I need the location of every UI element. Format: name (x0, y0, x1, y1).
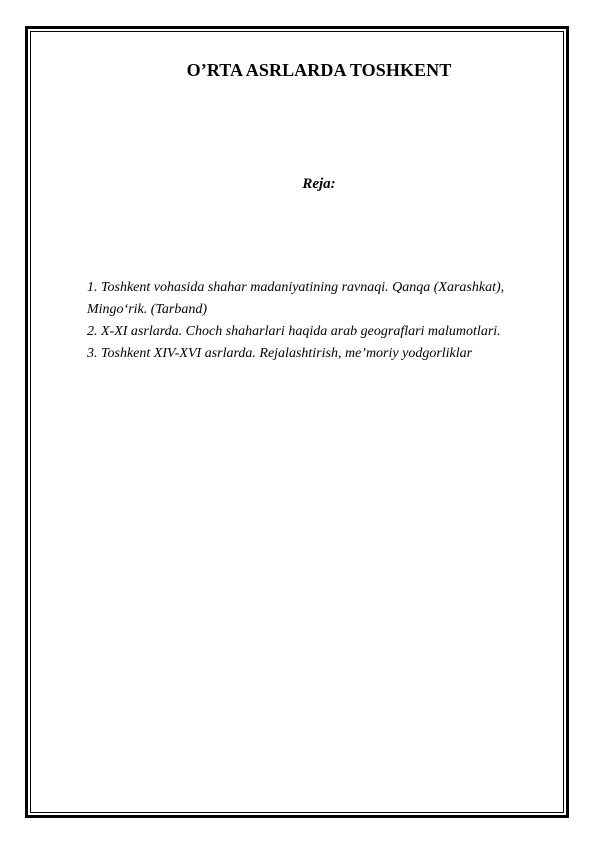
plan-item-2: 2. X-XI asrlarda. Choch shaharlari haqida arab geograflari malumotlari. (87, 324, 501, 339)
document-title: O’RTA ASRLARDA TOSHKENT (186, 60, 452, 80)
plan-item-3: 3. Toshkent XIV-XVI asrlarda. Rejalashtirish, me’moriy yodgorliklar (87, 346, 473, 361)
page-border (25, 26, 569, 818)
plan-heading: Reja: (302, 176, 336, 192)
plan-item-1: 1. Toshkent vohasida shahar madaniyatining ravnaqi. Qanqa (Xarashkat), Mingo‘rik. (Tarband) (87, 280, 505, 317)
page-border-inner (30, 31, 564, 813)
plan-list (87, 277, 557, 365)
